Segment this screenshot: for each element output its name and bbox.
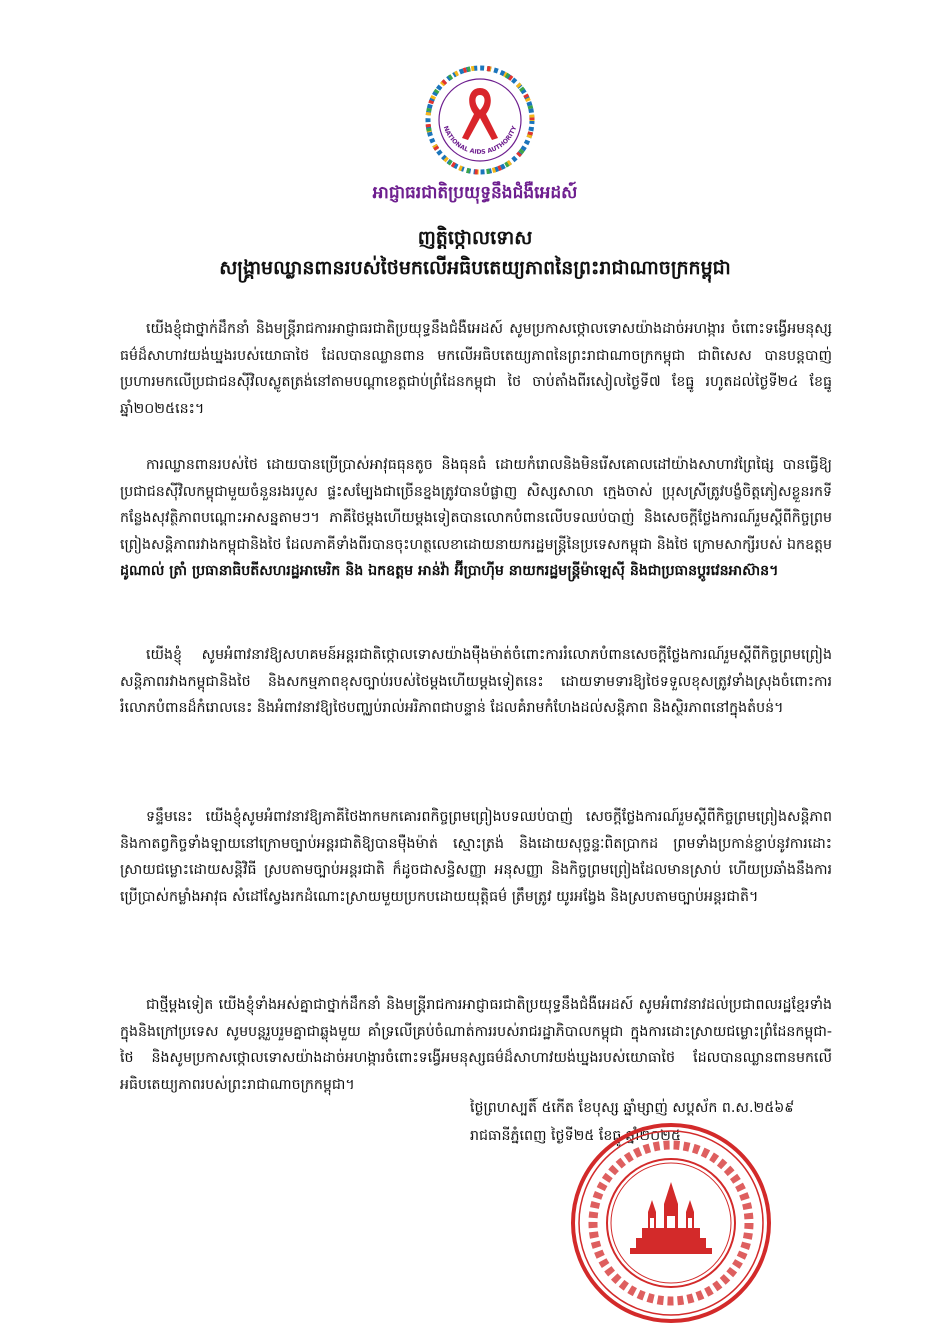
logo-text: NATIONAL AIDS AUTHORITY <box>441 125 519 156</box>
paragraph-2 <box>120 452 832 585</box>
document-title: ញត្តិថ្កោលទោស <box>417 227 533 249</box>
paragraph-5: ជាថ្មីម្តងទៀត យើងខ្ញុំទាំងអស់គ្នាជាថ្នាក់ដឹកនាំ និងមន្ត្រីរាជការអាជ្ញាធរជាតិប្រយុទ្ធនឹងជំងឺអេដស៍ សូមអំពាវនាវដល់ប្រជាពលរដ្ឋខ្មែរទាំងក្នុងនិងក្រៅប្រទេស សូមបន្តរួបរួមគ្នាជាឆ្លុងមួយ គាំទ្រលើគ្រប់ចំណាត់ការរបស់រាជរដ្ឋាភិបាលកម្ពុជា ក្នុងការដោះស្រាយជម្លោះព្រំដែនកម្ពុជា-ថៃ និងសូមប្រកាសថ្កោលទោសយ៉ាងដាច់អហង្ការចំពោះទង្វើអមនុស្សធម៌ដ៏សាហាវយង់ឃ្នងរបស់យោធាថៃ ដែលបានឈ្លានពានមកលើអធិបតេយ្យភាពរបស់ព្រះរាជាណាចក្រកម្ពុជា។ <box>120 997 832 1093</box>
official-seal <box>568 1120 774 1326</box>
organization-name: អាជ្ញាធរជាតិប្រយុទ្ធនឹងជំងឺអេដស៍ <box>372 183 578 203</box>
paragraph-4: ទន្ទឹមនេះ យើងខ្ញុំសូមអំពាវនាវឱ្យភាគីថៃងាកមកគោរពកិច្ចព្រមព្រៀងបទឈប់បាញ់ សេចក្តីថ្លែងការណ៍រួមស្តីពីកិច្ចព្រមព្រៀងសន្តិភាព និងកាតព្វកិច្ចទាំងឡាយនៅក្រោមច្បាប់អន្តរជាតិឱ្យបានម៉ឺងម៉ាត់ ស្មោះត្រង់ និងដោយសុច្ចន្ទៈពិតប្រាកដ ព្រមទាំងប្រកាន់ខ្ជាប់នូវការដោះស្រាយជម្លោះដោយសន្តិវិធី ស្របតាមច្បាប់អន្តរជាតិ ក៏ដូចជាសន្ធិសញ្ញា អនុសញ្ញា និងកិច្ចព្រមព្រៀងដែលមានស្រាប់ ហើយប្រឆាំងនឹងការប្រើប្រាស់កម្លាំងអាវុធ សំដៅស្វែងរកដំណោះស្រាយមួយប្រកបដោយយុត្តិធម៌ ត្រឹមត្រូវ យូរអង្វែង និងស្របតាមច្បាប់អន្តរជាតិ។ <box>120 809 832 905</box>
document-subtitle: សង្គ្រាមឈ្លានពានរបស់ថៃមកលើអធិបតេយ្យភាពនៃព្រះរាជាណាចក្រកម្ពុជា <box>219 257 731 279</box>
place-and-date: រាជធានីភ្នំពេញ ថ្ងៃទី២៥ ខែធ្នូ ឆ្នាំ២០២៥ <box>470 1128 681 1144</box>
paragraph-3: យើងខ្ញុំ សូមអំពាវនាវឱ្យសហគមន៍អន្តរជាតិថ្កោលទោសយ៉ាងម៉ឺងម៉ាត់ចំពោះការរំលោភបំពានសេចក្តីថ្លែងការណ៍រួមស្តីពីកិច្ចព្រមព្រៀងសន្តិភាពរវាងកម្ពុជានិងថៃ និងសកម្មភាពខុសច្បាប់របស់ថៃម្តងហើយម្តងទៀតនេះ ដោយទាមទារឱ្យថៃទទួលខុសត្រូវទាំងស្រុងចំពោះការរំលោភបំពានដ៏កំរោលនេះ និងអំពាវនាវឱ្យថៃបញ្ឈប់រាល់អរិភាពជាបន្ទាន់ ដែលគំរាមកំហែងដល់សន្តិភាព និងស្ថិរភាពនៅក្នុងតំបន់។ <box>120 647 832 716</box>
paragraph-2-bold-names: ដូណាល់ ត្រាំ ប្រធានាធិបតីសហរដ្ឋអាមេរិក និង ឯកឧត្តម អាន់វ៉ា អ៊ីប្រាហ៊ីម នាយករដ្ឋមន្ត្រីម៉ាឡេស៊ី និងជាប្រធានប្តូរវេនអាស៊ាន។ <box>120 563 779 579</box>
national-aids-authority-logo <box>418 58 542 182</box>
lunar-date: ថ្ងៃព្រហស្បតិ៍ ៥កើត ខែបុស្ស ឆ្នាំម្សាញ់ សប្តស័ក ព.ស.២៥៦៩ <box>470 1100 795 1116</box>
paragraph-2-text: ការឈ្លានពានរបស់ថៃ ដោយបានប្រើប្រាស់អាវុធធុនតូច និងធុនធំ ដោយកំរោលនិងមិនរើសគោលដៅយ៉ាងសាហាវព្រៃផ្សៃ បានធ្វើឱ្យប្រជាជនស៊ីវិលកម្ពុជាមួយចំនួនរងរបួស ផ្ទះសម្បែងជាច្រើនខ្នងត្រូវបានបំផ្លាញ សិស្សសាលា ក្មេងចាស់ ប្រុសស្រីត្រូវបង្ខំចិត្តភៀសខ្លួនរកទីកន្លែងសុវត្ថិភាពបណ្តោះអាសន្នតាមៗ។ ភាគីថៃម្តងហើយម្តងទៀតបានលោកបំពានលើបទឈប់បាញ់ និងសេចក្តីថ្លែងការណ៍រួមស្តីពីកិច្ចព្រមព្រៀងសន្តិភាពរវាងកម្ពុជានិងថៃ ដែលភាគីទាំងពីរបានចុះហត្ថលេខាដោយនាយករដ្ឋមន្ត្រីនៃប្រទេសកម្ពុជា និងថៃ ក្រោមសាក្សីរបស់ ឯកឧត្តម <box>120 457 832 553</box>
paragraph-1: យើងខ្ញុំជាថ្នាក់ដឹកនាំ និងមន្ត្រីរាជការអាជ្ញាធរជាតិប្រយុទ្ធនឹងជំងឺអេដស៍ សូមប្រកាសថ្កោលទោសយ៉ាងដាច់អហង្ការ ចំពោះទង្វើអមនុស្សធម៌ដ៏សាហាវយង់ឃ្នងរបស់យោធាថៃ ដែលបានឈ្លានពាន មកលើអធិបតេយ្យភាពនៃព្រះរាជាណាចក្រកម្ពុជា ជាពិសេស បានបន្តបាញ់ប្រហារមកលើប្រជាជនស៊ីវិលស្លូតត្រង់នៅតាមបណ្តាខេត្តជាប់ព្រំដែនកម្ពុជា ថៃ ចាប់តាំងពីរសៀលថ្ងៃទី៧ ខែធ្នូ រហូតដល់ថ្ងៃទី២៤ ខែធ្នូ ឆ្នាំ២០២៥នេះ។ <box>120 321 832 417</box>
